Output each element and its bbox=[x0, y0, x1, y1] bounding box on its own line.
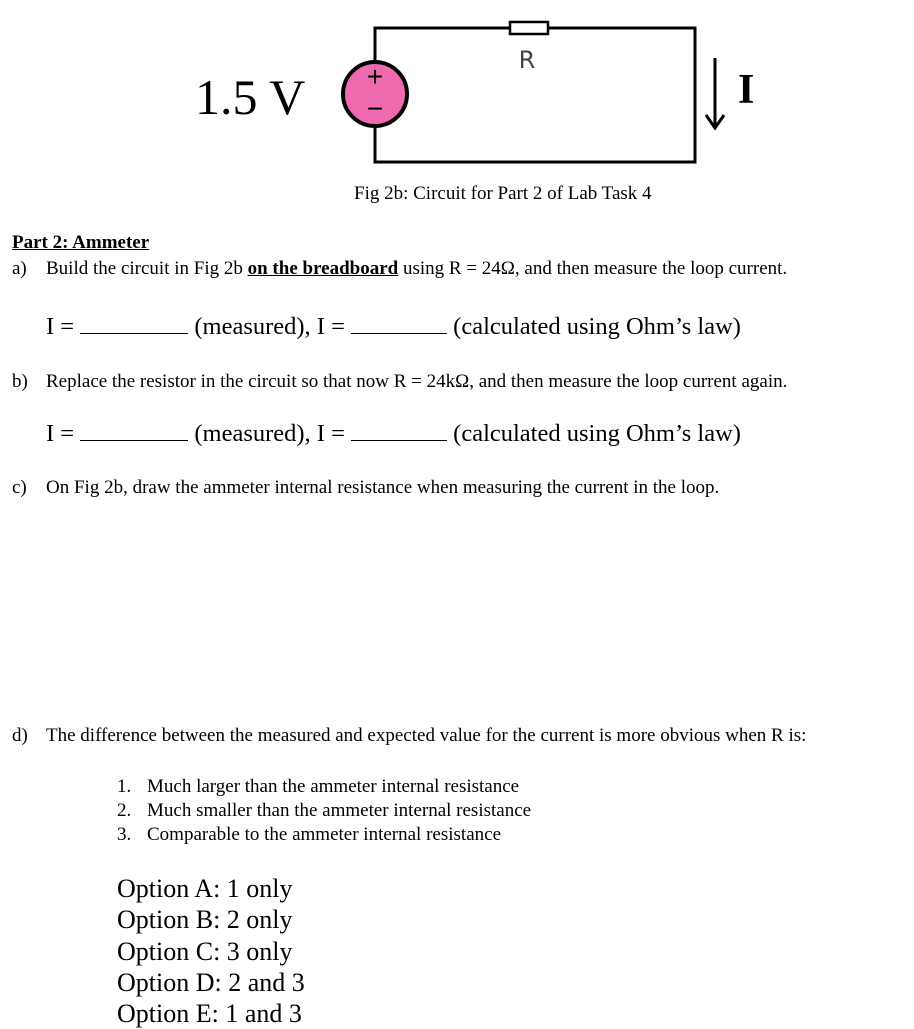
question-b-text: Replace the resistor in the circuit so that now R = 24kΩ, and then measure the loop current again. bbox=[46, 371, 788, 392]
list-item-number: 1. bbox=[117, 776, 132, 797]
question-b-letter: b) bbox=[12, 371, 28, 392]
list-item bbox=[117, 776, 519, 798]
current-label: I bbox=[738, 67, 755, 113]
answer-a-i-label: I = bbox=[46, 313, 75, 340]
question-a-letter: a) bbox=[12, 258, 27, 279]
answer-b-measured-blank[interactable] bbox=[80, 440, 188, 441]
list-item-text: Comparable to the ammeter internal resistance bbox=[147, 824, 501, 845]
answer-a-measured-blank[interactable] bbox=[80, 333, 188, 334]
option-c[interactable]: Option C: 3 only bbox=[117, 937, 293, 966]
answer-line-a bbox=[46, 313, 741, 341]
question-a-text-bold: on the breadboard bbox=[247, 258, 399, 279]
question-a-text-after: using R = 24Ω, and then measure the loop current. bbox=[398, 258, 788, 279]
option-a[interactable]: Option A: 1 only bbox=[117, 874, 293, 903]
question-a-text-before: Build the circuit in Fig 2b bbox=[46, 258, 248, 279]
question-d-text: The difference between the measured and expected value for the current is more obvious when R is: bbox=[46, 725, 807, 746]
part-heading: Part 2: Ammeter bbox=[12, 232, 150, 253]
source-minus-sign: − bbox=[366, 93, 384, 124]
answer-a-measured-label: (measured), I = bbox=[194, 313, 345, 340]
question-c-letter: c) bbox=[12, 477, 27, 498]
list-item-number: 3. bbox=[117, 824, 132, 845]
list-item-number: 2. bbox=[117, 800, 132, 821]
list-item-text: Much smaller than the ammeter internal resistance bbox=[147, 800, 532, 821]
list-item bbox=[117, 800, 531, 822]
question-d-letter: d) bbox=[12, 725, 28, 746]
answer-b-i-label: I = bbox=[46, 420, 75, 447]
source-plus-sign: + bbox=[366, 61, 384, 92]
resistor-label: R bbox=[518, 46, 536, 74]
option-b[interactable]: Option B: 2 only bbox=[117, 905, 293, 934]
option-e[interactable]: Option E: 1 and 3 bbox=[117, 999, 302, 1028]
list-item-text: Much larger than the ammeter internal resistance bbox=[147, 776, 520, 797]
answer-b-calculated-label: (calculated using Ohm’s law) bbox=[453, 420, 741, 447]
answer-b-measured-label: (measured), I = bbox=[194, 420, 345, 447]
option-d[interactable]: Option D: 2 and 3 bbox=[117, 968, 305, 997]
resistor-symbol bbox=[510, 22, 548, 34]
answer-a-calculated-blank[interactable] bbox=[351, 333, 447, 334]
answer-line-b bbox=[46, 420, 741, 448]
answer-a-calculated-label: (calculated using Ohm’s law) bbox=[453, 313, 741, 340]
question-a-text bbox=[46, 258, 787, 280]
answer-b-calculated-blank[interactable] bbox=[351, 440, 447, 441]
list-item bbox=[117, 824, 501, 846]
voltage-label: 1.5 V bbox=[195, 69, 306, 125]
figure-caption: Fig 2b: Circuit for Part 2 of Lab Task 4 bbox=[354, 183, 652, 204]
question-c-text: On Fig 2b, draw the ammeter internal resistance when measuring the current in the loop. bbox=[46, 477, 720, 498]
